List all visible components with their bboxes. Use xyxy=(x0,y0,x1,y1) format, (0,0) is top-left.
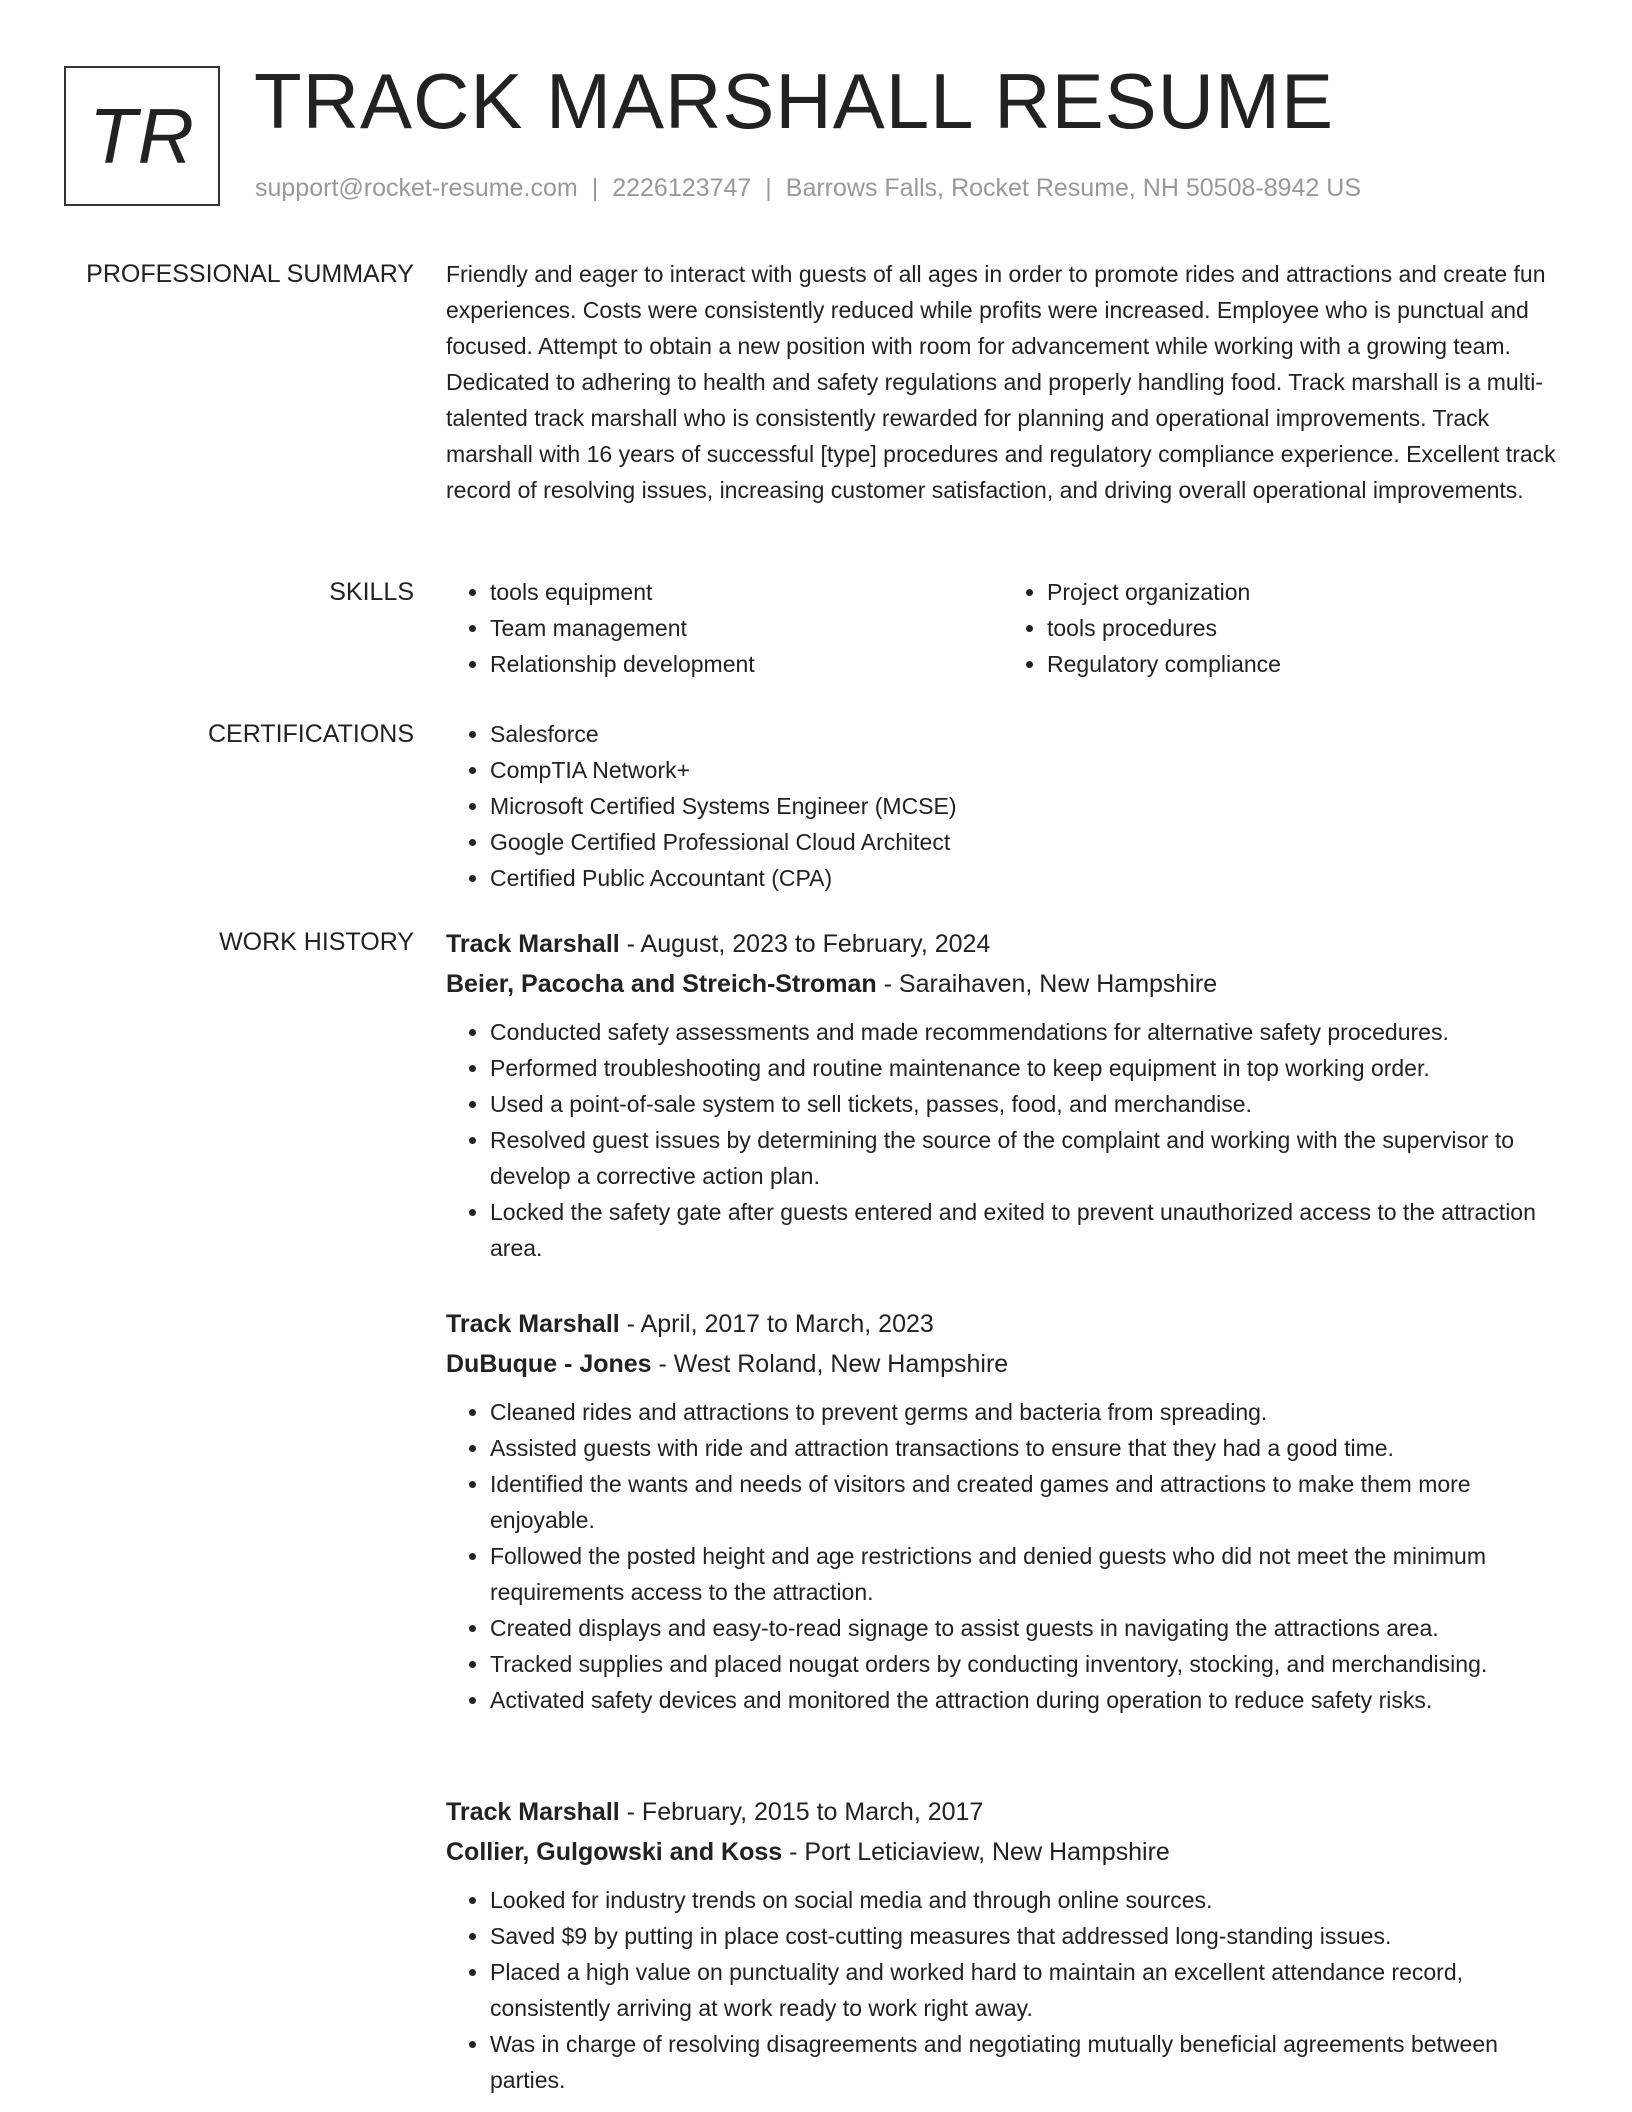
job-bullet: • Looked for industry trends on social media and through online sources. xyxy=(490,1882,1560,1918)
job-title-line xyxy=(446,1792,1560,1832)
job-company: DuBuque - Jones xyxy=(446,1350,652,1378)
job-title: Track Marshall xyxy=(446,1310,620,1338)
contact-line xyxy=(255,174,1361,203)
job-location: - Saraihaven, New Hampshire xyxy=(876,970,1218,998)
certification-item: • Microsoft Certified Systems Engineer (MCSE) xyxy=(490,788,1560,824)
resume-title: TRACK MARSHALL RESUME xyxy=(254,57,1334,145)
job-bullet: • Resolved guest issues by determining the source of the complaint and working with the supervisor to develop a corrective action plan. xyxy=(490,1122,1560,1194)
skill-item: • Project organization xyxy=(1047,574,1560,610)
job-bullet: • Tracked supplies and placed nougat orders by conducting inventory, stocking, and merchandising. xyxy=(490,1646,1560,1682)
contact-email: support@rocket-resume.com xyxy=(255,174,578,202)
job-bullet-list xyxy=(446,1882,1560,2098)
job-bullet: • Conducted safety assessments and made recommendations for alternative safety procedures. xyxy=(490,1014,1560,1050)
job-bullet: • Activated safety devices and monitored the attraction during operation to reduce safety risks. xyxy=(490,1682,1560,1718)
skills-column-1 xyxy=(446,574,1003,682)
job-company-line xyxy=(446,964,1560,1004)
job-bullet: • Followed the posted height and age restrictions and denied guests who did not meet the minimum requirements access to the attraction. xyxy=(490,1538,1560,1610)
job-company: Beier, Pacocha and Streich-Stroman xyxy=(446,970,877,998)
certification-item: • Salesforce xyxy=(490,716,1560,752)
skill-item: • tools procedures xyxy=(1047,610,1560,646)
skills-grid xyxy=(446,574,1560,682)
job-bullet: • Cleaned rides and attractions to prevent germs and bacteria from spreading. xyxy=(490,1394,1560,1430)
job-bullet: • Performed troubleshooting and routine maintenance to keep equipment in top working order. xyxy=(490,1050,1560,1086)
job-title: Track Marshall xyxy=(446,1798,620,1826)
job-title-line xyxy=(446,924,1560,964)
job-bullet: • Saved $9 by putting in place cost-cutting measures that addressed long-standing issues. xyxy=(490,1918,1560,1954)
summary-heading: PROFESSIONAL SUMMARY xyxy=(86,260,414,288)
contact-separator: | xyxy=(591,174,599,202)
contact-address: Barrows Falls, Rocket Resume, NH 50508-8942 US xyxy=(785,174,1361,202)
skills-column-2 xyxy=(1003,574,1560,682)
certification-item: • Certified Public Accountant (CPA) xyxy=(490,860,1560,896)
job-bullet: • Created displays and easy-to-read signage to assist guests in navigating the attractions area. xyxy=(490,1610,1560,1646)
job-entry xyxy=(446,1304,1560,1718)
work-history-heading: WORK HISTORY xyxy=(219,928,414,956)
job-title: Track Marshall xyxy=(446,930,620,958)
job-bullet: • Locked the safety gate after guests entered and exited to prevent unauthorized access to the attraction area. xyxy=(490,1194,1560,1266)
job-bullet-list xyxy=(446,1014,1560,1266)
monogram-box xyxy=(64,66,220,206)
job-company-line xyxy=(446,1344,1560,1384)
job-bullet: • Assisted guests with ride and attraction transactions to ensure that they had a good time. xyxy=(490,1430,1560,1466)
job-location: - Port Leticiaview, New Hampshire xyxy=(782,1838,1170,1866)
certification-item: • Google Certified Professional Cloud Architect xyxy=(490,824,1560,860)
monogram-initials: TR xyxy=(89,91,195,180)
contact-separator: | xyxy=(765,174,772,202)
summary-text: Friendly and eager to interact with guests of all ages in order to promote rides and attractions and create fun experiences. Costs were consistently reduced while profits were increased. Employee who is punctual and focused. Attempt to obtain a new position with room for advancement while working with a growing team. Dedicated to adhering to health and safety regulations and properly handling food. Track marshall is a multi-talented track marshall who is consistently rewarded for planning and operational improvements. Track marshall with 16 years of successful [type] procedures and regulatory compliance experience. Excellent track record of resolving issues, increasing customer satisfaction, and driving overall operational improvements. xyxy=(446,261,1556,503)
job-location: - West Roland, New Hampshire xyxy=(651,1350,1009,1378)
skill-item: • tools equipment xyxy=(490,574,1003,610)
job-entry xyxy=(446,1792,1560,2098)
job-title-line xyxy=(446,1304,1560,1344)
job-dates: - August, 2023 to February, 2024 xyxy=(619,930,991,958)
job-bullet-list xyxy=(446,1394,1560,1718)
job-bullet: • Placed a high value on punctuality and worked hard to maintain an excellent attendance record, consistently arriving at work ready to work right away. xyxy=(490,1954,1560,2026)
job-bullet: • Identified the wants and needs of visitors and created games and attractions to make them more enjoyable. xyxy=(490,1466,1560,1538)
skill-item: • Regulatory compliance xyxy=(1047,646,1560,682)
contact-phone: 2226123747 xyxy=(612,174,752,202)
job-dates: - April, 2017 to March, 2023 xyxy=(619,1310,934,1338)
certifications-heading: CERTIFICATIONS xyxy=(207,720,414,748)
skill-item: • Relationship development xyxy=(490,646,1003,682)
job-entry xyxy=(446,924,1560,1266)
certification-item: • CompTIA Network+ xyxy=(490,752,1560,788)
skill-item: • Team management xyxy=(490,610,1003,646)
job-company-line xyxy=(446,1832,1560,1872)
job-bullet: • Was in charge of resolving disagreements and negotiating mutually beneficial agreements between parties. xyxy=(490,2026,1560,2098)
certifications-list xyxy=(446,716,1560,896)
job-bullet: • Used a point-of-sale system to sell tickets, passes, food, and merchandise. xyxy=(490,1086,1560,1122)
job-company: Collier, Gulgowski and Koss xyxy=(446,1838,783,1866)
skills-heading: SKILLS xyxy=(329,578,414,606)
job-dates: - February, 2015 to March, 2017 xyxy=(619,1798,984,1826)
